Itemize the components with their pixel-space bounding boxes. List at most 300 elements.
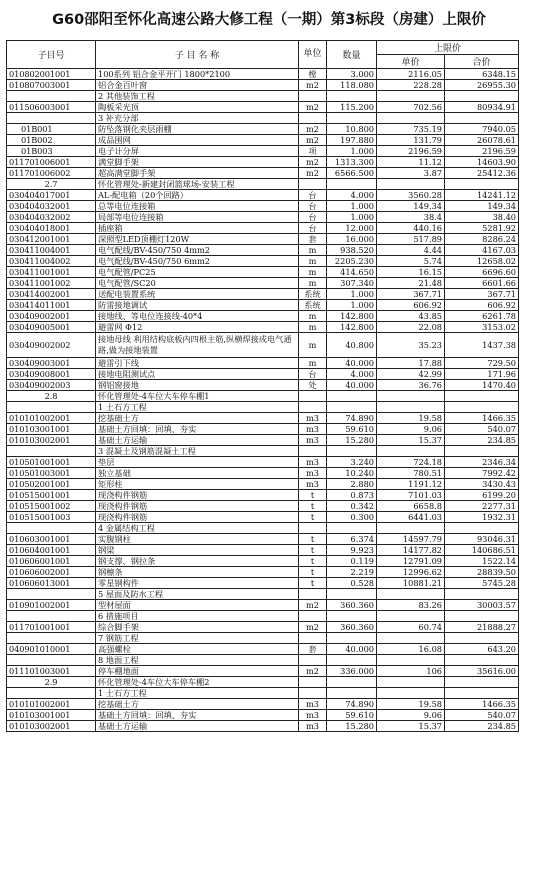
row-name: 高强螺栓 [96, 644, 299, 655]
row-total: 38.40 [445, 212, 519, 223]
row-code: 030411004002 [7, 256, 96, 267]
header-total: 合价 [445, 55, 519, 69]
row-unit: m3 [299, 457, 327, 468]
row-total: 171.96 [445, 369, 519, 380]
row-total: 1437.38 [445, 333, 519, 358]
row-total: 6601.66 [445, 278, 519, 289]
row-name: 钢檩条 [96, 567, 299, 578]
document-title: G60邵阳至怀化高速公路大修工程（一期）第3标段（房建）上限价 [52, 12, 486, 28]
table-row [7, 102, 519, 113]
row-name: 铝合金百叶窗 [96, 80, 299, 91]
row-code [7, 655, 96, 666]
table-row [7, 201, 519, 212]
row-unit-price: 517.89 [377, 234, 445, 245]
header-price-group: 上限价 [377, 41, 519, 55]
row-total: 5745.28 [445, 578, 519, 589]
row-unit-price: 17.88 [377, 358, 445, 369]
row-total: 149.34 [445, 201, 519, 212]
row-code: 030412001001 [7, 234, 96, 245]
row-unit: m2 [299, 622, 327, 633]
row-name: 7 钢筋工程 [96, 633, 299, 644]
row-unit [299, 391, 327, 402]
table-row [7, 633, 519, 644]
table-row [7, 113, 519, 124]
row-name: 基础土方运输 [96, 721, 299, 732]
row-code: 030404032001 [7, 201, 96, 212]
row-total: 234.85 [445, 721, 519, 732]
row-unit-price: 6441.03 [377, 512, 445, 523]
row-total: 606.92 [445, 300, 519, 311]
row-total: 643.20 [445, 644, 519, 655]
row-unit: m [299, 358, 327, 369]
table-row [7, 223, 519, 234]
table-row [7, 578, 519, 589]
row-code: 01B001 [7, 124, 96, 135]
row-unit [299, 611, 327, 622]
table-row [7, 545, 519, 556]
row-total [445, 179, 519, 190]
row-code: 010606013001 [7, 578, 96, 589]
row-unit-price: 16.08 [377, 644, 445, 655]
row-qty: 307.340 [327, 278, 377, 289]
row-total: 2346.34 [445, 457, 519, 468]
row-unit-price: 35.23 [377, 333, 445, 358]
row-qty: 15.280 [327, 721, 377, 732]
row-unit-price: 4.44 [377, 245, 445, 256]
row-unit-price: 22.08 [377, 322, 445, 333]
row-code: 010515001002 [7, 501, 96, 512]
table-row [7, 688, 519, 699]
row-name: 100系列 铝合金平开门 1800*2100 [96, 69, 299, 80]
row-unit [299, 91, 327, 102]
row-code: 011101003001 [7, 666, 96, 677]
row-unit-price [377, 633, 445, 644]
row-code: 030411004001 [7, 245, 96, 256]
row-qty [327, 179, 377, 190]
row-qty: 16.000 [327, 234, 377, 245]
row-code: 030411001001 [7, 267, 96, 278]
row-qty: 2205.230 [327, 256, 377, 267]
row-qty: 142.800 [327, 322, 377, 333]
row-unit-price: 19.58 [377, 413, 445, 424]
row-qty: 74.890 [327, 413, 377, 424]
row-code: 010101002001 [7, 699, 96, 710]
table-row [7, 157, 519, 168]
row-total: 3153.02 [445, 322, 519, 333]
row-unit-price: 440.16 [377, 223, 445, 234]
row-qty: 40.000 [327, 358, 377, 369]
row-qty: 118.080 [327, 80, 377, 91]
row-unit: m3 [299, 435, 327, 446]
row-name: 挖基础土方 [96, 699, 299, 710]
row-total: 1522.14 [445, 556, 519, 567]
row-unit: m [299, 322, 327, 333]
row-unit-price: 38.4 [377, 212, 445, 223]
row-name: 插座箱 [96, 223, 299, 234]
table-row [7, 212, 519, 223]
row-unit: m [299, 278, 327, 289]
table-row [7, 69, 519, 80]
row-name: 电气配线/BV-450/750 4mm2 [96, 245, 299, 256]
row-unit-price: 42.99 [377, 369, 445, 380]
row-qty: 1.000 [327, 146, 377, 157]
row-qty [327, 402, 377, 413]
row-total: 93046.31 [445, 534, 519, 545]
row-unit: t [299, 490, 327, 501]
row-unit-price: 3.87 [377, 168, 445, 179]
row-unit-price: 724.18 [377, 457, 445, 468]
table-body [7, 69, 519, 732]
row-qty [327, 91, 377, 102]
row-unit: 套 [299, 644, 327, 655]
table-row [7, 534, 519, 545]
table-row [7, 446, 519, 457]
table-row [7, 311, 519, 322]
row-name: 成品围网 [96, 135, 299, 146]
row-qty: 336.000 [327, 666, 377, 677]
row-unit: m2 [299, 666, 327, 677]
row-code: 010103001001 [7, 424, 96, 435]
row-unit-price: 3560.28 [377, 190, 445, 201]
row-code: 2.7 [7, 179, 96, 190]
row-qty [327, 655, 377, 666]
row-qty: 414.650 [327, 267, 377, 278]
row-qty: 1.000 [327, 212, 377, 223]
row-unit-price: 7101.03 [377, 490, 445, 501]
row-code: 011701001001 [7, 622, 96, 633]
table-row [7, 468, 519, 479]
row-unit [299, 113, 327, 124]
row-total [445, 523, 519, 534]
row-unit-price: 60.74 [377, 622, 445, 633]
row-unit-price: 14177.82 [377, 545, 445, 556]
row-total: 2277.31 [445, 501, 519, 512]
row-unit: t [299, 578, 327, 589]
row-name: 8 地面工程 [96, 655, 299, 666]
row-total: 729.50 [445, 358, 519, 369]
row-unit: t [299, 545, 327, 556]
row-name: 实腹钢柱 [96, 534, 299, 545]
row-code: 030414002001 [7, 289, 96, 300]
row-code: 010515001003 [7, 512, 96, 523]
table-row [7, 490, 519, 501]
row-unit-price [377, 391, 445, 402]
table-row [7, 333, 519, 358]
row-qty: 0.300 [327, 512, 377, 523]
row-name: 接地线、等电位连接线-40*4 [96, 311, 299, 322]
row-name: 6 措施项目 [96, 611, 299, 622]
row-qty: 115.200 [327, 102, 377, 113]
row-total: 540.07 [445, 424, 519, 435]
row-code: 030404032002 [7, 212, 96, 223]
row-code: 030404017001 [7, 190, 96, 201]
row-total: 6348.15 [445, 69, 519, 80]
row-code: 010103001001 [7, 710, 96, 721]
row-qty: 0.342 [327, 501, 377, 512]
row-qty [327, 391, 377, 402]
row-code: 010103002001 [7, 721, 96, 732]
row-unit [299, 633, 327, 644]
row-unit-price: 21.48 [377, 278, 445, 289]
table-row [7, 135, 519, 146]
row-unit: m [299, 267, 327, 278]
row-code: 030414011001 [7, 300, 96, 311]
row-name: 电气配管/PC25 [96, 267, 299, 278]
row-name: 怀化管理处-4车位大车停车棚2 [96, 677, 299, 688]
row-unit: 项 [299, 146, 327, 157]
row-total: 2196.59 [445, 146, 519, 157]
row-name: 零星钢构件 [96, 578, 299, 589]
row-qty: 4.000 [327, 190, 377, 201]
row-qty: 4.000 [327, 369, 377, 380]
row-unit-price: 6658.8 [377, 501, 445, 512]
row-code [7, 446, 96, 457]
row-code: 010501001001 [7, 457, 96, 468]
row-name: 接地电阻测试点 [96, 369, 299, 380]
table-row [7, 322, 519, 333]
row-unit-price: 131.79 [377, 135, 445, 146]
row-unit-price: 15.37 [377, 435, 445, 446]
row-qty: 10.240 [327, 468, 377, 479]
row-total: 1466.35 [445, 699, 519, 710]
table-row [7, 124, 519, 135]
table-row [7, 245, 519, 256]
row-unit: m2 [299, 157, 327, 168]
row-unit-price [377, 677, 445, 688]
row-code: 01B002 [7, 135, 96, 146]
row-total: 6696.60 [445, 267, 519, 278]
row-unit-price: 43.85 [377, 311, 445, 322]
row-qty: 0.873 [327, 490, 377, 501]
table-row [7, 556, 519, 567]
row-qty: 10.800 [327, 124, 377, 135]
table-row [7, 369, 519, 380]
row-name: 防雷接地调试 [96, 300, 299, 311]
row-unit-price: 12791.09 [377, 556, 445, 567]
row-name: 深照型LED顶棚灯120W [96, 234, 299, 245]
row-code [7, 91, 96, 102]
row-qty: 2.880 [327, 479, 377, 490]
row-qty: 59.610 [327, 424, 377, 435]
row-qty: 6566.500 [327, 168, 377, 179]
row-total [445, 633, 519, 644]
row-qty: 0.528 [327, 578, 377, 589]
row-qty: 40.000 [327, 380, 377, 391]
row-qty [327, 589, 377, 600]
row-total: 8286.24 [445, 234, 519, 245]
row-code: 030409002001 [7, 311, 96, 322]
row-total: 7992.42 [445, 468, 519, 479]
row-unit-price: 83.26 [377, 600, 445, 611]
row-unit-price: 10881.21 [377, 578, 445, 589]
row-unit-price: 149.34 [377, 201, 445, 212]
row-name: 怀化管理处-新建封闭篮球场-安装工程 [96, 179, 299, 190]
row-unit: m3 [299, 413, 327, 424]
row-unit [299, 655, 327, 666]
row-name: 3 补充分部 [96, 113, 299, 124]
table-row [7, 391, 519, 402]
row-name: 2 其他装饰工程 [96, 91, 299, 102]
row-unit: m3 [299, 479, 327, 490]
row-qty: 142.800 [327, 311, 377, 322]
row-total: 234.85 [445, 435, 519, 446]
row-code: 011701006001 [7, 157, 96, 168]
row-name: 独立基础 [96, 468, 299, 479]
row-total [445, 446, 519, 457]
row-unit: t [299, 501, 327, 512]
row-total [445, 91, 519, 102]
row-code [7, 589, 96, 600]
row-qty: 3.240 [327, 457, 377, 468]
table-row [7, 402, 519, 413]
row-name: 满堂脚手架 [96, 157, 299, 168]
table-row [7, 91, 519, 102]
row-code [7, 113, 96, 124]
row-total: 3430.43 [445, 479, 519, 490]
row-code: 030411001002 [7, 278, 96, 289]
row-name: 接地母线 利用结构底板内四根主筋,纵横焊接成电气通路,做为接地装置 [96, 333, 299, 358]
row-name: 现浇构件钢筋 [96, 490, 299, 501]
row-qty [327, 523, 377, 534]
row-unit: m [299, 256, 327, 267]
row-qty: 6.374 [327, 534, 377, 545]
row-unit: t [299, 534, 327, 545]
table-row [7, 146, 519, 157]
row-name: 现浇构件钢筋 [96, 501, 299, 512]
row-name: 电气配管/SC20 [96, 278, 299, 289]
table-row [7, 600, 519, 611]
row-unit: m2 [299, 102, 327, 113]
table-row [7, 666, 519, 677]
row-unit-price: 606.92 [377, 300, 445, 311]
row-total: 25412.36 [445, 168, 519, 179]
row-total: 4167.03 [445, 245, 519, 256]
table-row [7, 190, 519, 201]
row-total: 35616.00 [445, 666, 519, 677]
row-name: 1 土石方工程 [96, 402, 299, 413]
row-qty: 74.890 [327, 699, 377, 710]
row-unit-price: 228.28 [377, 80, 445, 91]
row-qty: 0.119 [327, 556, 377, 567]
row-name: 钢铝窗接地 [96, 380, 299, 391]
row-unit-price [377, 446, 445, 457]
table-row [7, 699, 519, 710]
table-row [7, 567, 519, 578]
row-name: 停车棚地面 [96, 666, 299, 677]
row-qty: 9.923 [327, 545, 377, 556]
row-name: 电子计分屏 [96, 146, 299, 157]
row-total: 140686.51 [445, 545, 519, 556]
row-code: 030409008001 [7, 369, 96, 380]
row-unit: m3 [299, 710, 327, 721]
row-qty [327, 633, 377, 644]
row-code: 010603001001 [7, 534, 96, 545]
row-code: 2.9 [7, 677, 96, 688]
row-unit-price: 9.06 [377, 710, 445, 721]
row-qty [327, 611, 377, 622]
row-unit: 樘 [299, 69, 327, 80]
row-unit: m2 [299, 135, 327, 146]
row-unit: t [299, 512, 327, 523]
row-unit: m [299, 311, 327, 322]
row-total: 26955.30 [445, 80, 519, 91]
table-row [7, 256, 519, 267]
row-unit [299, 688, 327, 699]
row-name: 综合脚手架 [96, 622, 299, 633]
table-header [7, 41, 519, 69]
row-name: 5 屋面及防水工程 [96, 589, 299, 600]
row-unit-price [377, 611, 445, 622]
row-total: 14241.12 [445, 190, 519, 201]
row-unit: 系统 [299, 300, 327, 311]
table-row [7, 457, 519, 468]
table-row [7, 501, 519, 512]
row-name: 总等电位连接箱 [96, 201, 299, 212]
row-code: 01B003 [7, 146, 96, 157]
row-name: 钢支撑、钢拉条 [96, 556, 299, 567]
row-unit: m3 [299, 699, 327, 710]
row-total: 6199.20 [445, 490, 519, 501]
row-total: 30003.57 [445, 600, 519, 611]
row-code: 010501003001 [7, 468, 96, 479]
row-unit [299, 589, 327, 600]
row-total [445, 655, 519, 666]
row-total [445, 677, 519, 688]
row-unit-price: 19.58 [377, 699, 445, 710]
row-name: 型材屋面 [96, 600, 299, 611]
row-name: 基础土方运输 [96, 435, 299, 446]
row-total: 367.71 [445, 289, 519, 300]
document-page [6, 0, 518, 732]
row-qty: 15.280 [327, 435, 377, 446]
row-unit-price [377, 402, 445, 413]
row-unit: 系统 [299, 289, 327, 300]
row-unit [299, 677, 327, 688]
table-row [7, 523, 519, 534]
row-unit-price: 16.15 [377, 267, 445, 278]
row-unit: m2 [299, 80, 327, 91]
row-code: 010807003001 [7, 80, 96, 91]
row-name: 电气配线/BV-450/750 6mm2 [96, 256, 299, 267]
row-total: 1470.40 [445, 380, 519, 391]
row-unit: m [299, 333, 327, 358]
row-unit-price: 12996.62 [377, 567, 445, 578]
table-row [7, 413, 519, 424]
row-total: 12658.02 [445, 256, 519, 267]
row-unit-price [377, 589, 445, 600]
row-code: 010502001001 [7, 479, 96, 490]
row-unit: m3 [299, 721, 327, 732]
row-name: 避雷引下线 [96, 358, 299, 369]
price-table [6, 40, 519, 732]
row-unit: t [299, 567, 327, 578]
table-row [7, 424, 519, 435]
table-row [7, 289, 519, 300]
row-total [445, 611, 519, 622]
row-unit: t [299, 556, 327, 567]
row-name: AL-配电箱（20个回路） [96, 190, 299, 201]
row-name: 送配电装置系统 [96, 289, 299, 300]
table-row [7, 611, 519, 622]
row-unit-price: 367.71 [377, 289, 445, 300]
row-qty: 12.000 [327, 223, 377, 234]
row-qty [327, 688, 377, 699]
row-name: 挖基础土方 [96, 413, 299, 424]
row-code [7, 523, 96, 534]
row-unit-price: 11.12 [377, 157, 445, 168]
row-unit-price: 36.76 [377, 380, 445, 391]
row-code [7, 402, 96, 413]
